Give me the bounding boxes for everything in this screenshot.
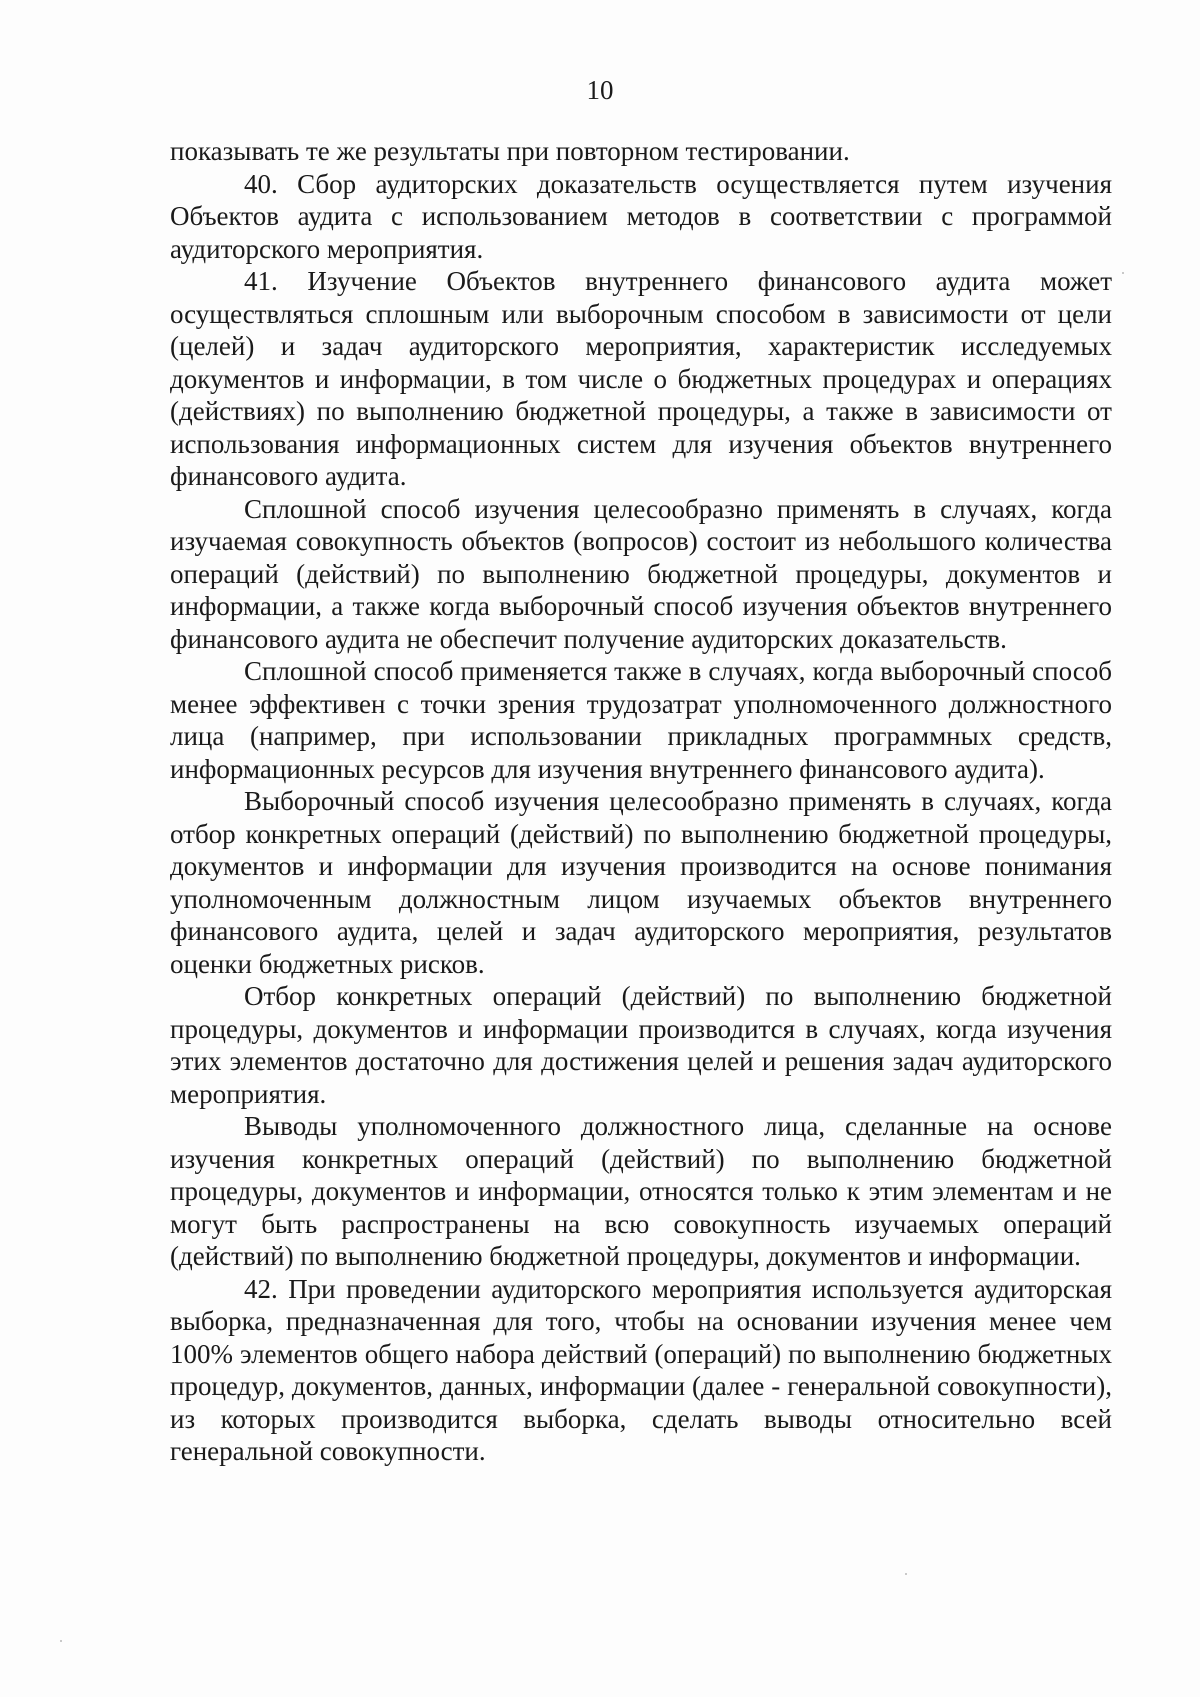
paragraph-continuation: показывать те же результаты при повторном тестировании. (170, 136, 850, 166)
paragraph-sample-method: Выборочный способ изучения целесообразно применять в случаях, когда отбор конкретных операций (действий) по выполнению бюджетной процедуры, документов и информации для изучения производится на основе понимания уполномоченным должностным лицом изучаемых объектов внутреннего финансового аудита, целей и задач аудиторского мероприятия, результатов оценки бюджетных рисков. (170, 786, 1112, 979)
paragraph-full-method-efficiency: Сплошной способ применяется также в случаях, когда выборочный способ менее эффективен с точки зрения трудозатрат уполномоченного должностного лица (например, при использовании прикладных программных средств, информационных ресурсов для изучения внутреннего финансового аудита). (170, 656, 1112, 784)
paragraph-item-41: 41. Изучение Объектов внутреннего финансового аудита может осуществляться сплошным или выборочным способом в зависимости от цели (целей) и задач аудиторского мероприятия, характеристик исследуемых документов и информации, в том числе о бюджетных процедурах и операциях (действиях) по выполнению бюджетной процедуры, а также в зависимости от использования информационных систем для изучения объектов внутреннего финансового аудита. (170, 266, 1112, 491)
paragraph-item-40: 40. Сбор аудиторских доказательств осуществляется путем изучения Объектов аудита с использованием методов в соответствии с программой аудиторского мероприятия. (170, 168, 1112, 264)
scan-speck (60, 1640, 62, 1642)
scan-speck (1122, 272, 1124, 274)
page-number: 10 (586, 75, 614, 105)
paragraph-selection: Отбор конкретных операций (действий) по выполнению бюджетной процедуры, документов и информации производится в случаях, когда изучения этих элементов достаточно для достижения целей и решения задач аудиторского мероприятия. (170, 981, 1112, 1109)
paragraph-full-method: Сплошной способ изучения целесообразно применять в случаях, когда изучаемая совокупность объектов (вопросов) состоит из небольшого количества операций (действий) по выполнению бюджетной процедуры, документов и информации, а также когда выборочный способ изучения объектов внутреннего финансового аудита не обеспечит получение аудиторских доказательств. (170, 493, 1112, 654)
scan-speck (905, 1573, 907, 1575)
body-text (170, 135, 1112, 1468)
paragraph-item-42: 42. При проведении аудиторского мероприятия используется аудиторская выборка, предназначенная для того, чтобы на основании изучения менее чем 100% элементов общего набора действий (операций) по выполнению бюджетных процедур, документов, данных, информации (далее - генеральной совокупности), из которых производится выборка, сделать выводы относительно всей генеральной совокупности. (170, 1273, 1112, 1466)
paragraph-conclusions: Выводы уполномоченного должностного лица, сделанные на основе изучения конкретных операций (действий) по выполнению бюджетной процедуры, документов и информации, относятся только к этим элементам и не могут быть распространены на всю совокупность изучаемых операций (действий) по выполнению бюджетной процедуры, документов и информации. (170, 1111, 1112, 1271)
